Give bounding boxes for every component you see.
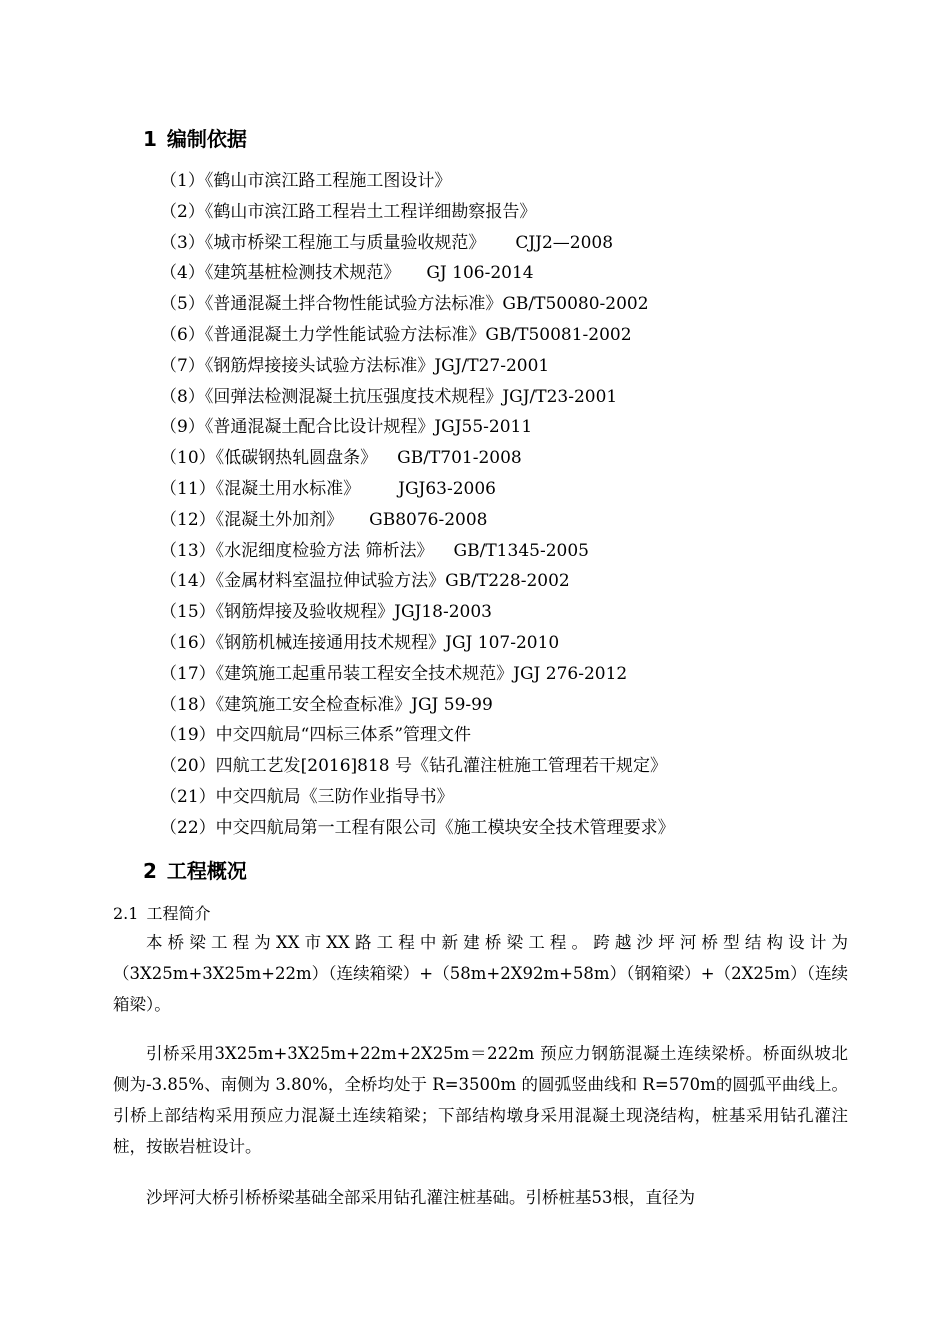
reference-code: GJ 106-2014 (426, 263, 534, 284)
reference-title: 中交四航局“四标三体系”管理文件 (215, 725, 472, 746)
reference-item (160, 320, 675, 351)
reference-number: （3） (160, 232, 205, 253)
reference-code: CJJ2—2008 (515, 232, 614, 253)
reference-number: （2） (160, 201, 205, 222)
reference-title: 《鹤山市滨江路工程岩土工程详细勘察报告》 (204, 201, 537, 222)
reference-code: GB/T50080-2002 (502, 294, 649, 315)
reference-number: （11） (160, 478, 216, 499)
reference-code: GB8076-2008 (369, 509, 488, 530)
reference-title: 《低碳钢热轧圆盘条》 (215, 448, 378, 469)
reference-item (160, 628, 675, 659)
reference-title: 《钢筋焊接及验收规程》 (215, 602, 395, 623)
reference-code: JGJ 59-99 (411, 694, 493, 715)
reference-item (160, 228, 675, 259)
reference-code: JGJ 276-2012 (513, 663, 628, 684)
reference-code: JGJ18-2003 (394, 602, 492, 623)
reference-title: 《混凝土外加剂》 (215, 509, 344, 530)
reference-code: JGJ55-2011 (434, 417, 533, 438)
reference-item (160, 782, 675, 813)
subsection-2-1-title: 工程简介 (146, 904, 211, 923)
reference-code: GB/T701-2008 (397, 448, 522, 469)
reference-title: 《金属材料室温拉伸试验方法》 (215, 571, 446, 592)
reference-code: GB/T228-2002 (445, 571, 570, 592)
reference-code: JGJ/T27-2001 (434, 355, 550, 376)
reference-title: 《回弹法检测混凝土抗压强度技术规程》 (204, 386, 503, 407)
reference-code: JGJ63-2006 (398, 478, 496, 499)
reference-item (160, 505, 675, 536)
section-2-heading (143, 857, 247, 885)
section-1-heading (143, 125, 247, 153)
reference-item (160, 474, 675, 505)
reference-title: 中交四航局《三防作业指导书》 (215, 786, 454, 807)
reference-number: （10） (160, 448, 216, 469)
paragraph-approach-bridge: 引桥采用3X25m+3X25m+22m+2X25m＝222m 预应力钢筋混凝土连续梁桥。桥面纵坡北侧为-3.85%、南侧为 3.80%，全桥均处于 R=3500m 的圆弧竖曲线和 R=570m的圆弧平曲线上。引桥上部结构采用预应力混凝土连续箱梁；下部结构墩身采用混凝土现浇结构，桩基采用钻孔灌注桩，按嵌岩桩设计。 (113, 1044, 848, 1156)
reference-number: （5） (160, 294, 205, 315)
reference-item (160, 197, 675, 228)
reference-list (160, 166, 675, 844)
reference-item (160, 382, 675, 413)
reference-item (160, 258, 675, 289)
reference-item (160, 659, 675, 690)
reference-title: 《建筑基桩检测技术规范》 (204, 263, 401, 284)
reference-title: 《钢筋机械连接通用技术规程》 (215, 632, 446, 653)
reference-title: 《建筑施工起重吊装工程安全技术规范》 (215, 663, 514, 684)
reference-item (160, 720, 675, 751)
reference-code: JGJ 107-2010 (445, 632, 560, 653)
reference-number: （12） (160, 509, 216, 530)
reference-item (160, 566, 675, 597)
reference-number: （8） (160, 386, 205, 407)
reference-code: GB/T50081-2002 (485, 324, 632, 345)
reference-item (160, 813, 675, 844)
reference-number: （17） (160, 663, 216, 684)
reference-title: 《混凝土用水标准》 (215, 478, 361, 499)
reference-number: （21） (160, 786, 216, 807)
reference-title: 《水泥细度检验方法 筛析法》 (215, 540, 434, 561)
reference-code: GB/T1345-2005 (453, 540, 589, 561)
paragraph-foundation: 沙坪河大桥引桥桥梁基础全部采用钻孔灌注桩基础。引桥桩基53根，直径为 (146, 1188, 695, 1207)
reference-number: （15） (160, 602, 216, 623)
reference-title: 《钢筋焊接接头试验方法标准》 (204, 355, 435, 376)
reference-title: 《鹤山市滨江路工程施工图设计》 (204, 171, 452, 191)
reference-number: （1） (160, 171, 205, 191)
reference-title: 《城市桥梁工程施工与质量验收规范》 (204, 232, 486, 253)
reference-number: （7） (160, 355, 205, 376)
section-2-number: 2 (143, 859, 157, 883)
section-1-number: 1 (143, 127, 157, 151)
reference-number: （19） (160, 725, 216, 746)
reference-item (160, 351, 675, 382)
subsection-2-1-number: 2.1 (113, 904, 139, 923)
reference-item (160, 412, 675, 443)
reference-number: （22） (160, 817, 216, 838)
reference-title: 《普通混凝土配合比设计规程》 (204, 417, 435, 438)
reference-item (160, 690, 675, 721)
reference-number: （16） (160, 632, 216, 653)
reference-title: 中交四航局第一工程有限公司《施工模块安全技术管理要求》 (215, 817, 675, 838)
section-2-title: 工程概况 (166, 859, 247, 883)
reference-code: JGJ/T23-2001 (502, 386, 618, 407)
reference-item (160, 289, 675, 320)
reference-number: （20） (160, 756, 216, 777)
reference-title: 四航工艺发[2016]818 号《钻孔灌注桩施工管理若干规定》 (215, 756, 668, 777)
reference-title: 《建筑施工安全检查标准》 (215, 694, 412, 715)
reference-number: （14） (160, 571, 216, 592)
reference-number: （6） (160, 324, 205, 345)
reference-number: （18） (160, 694, 216, 715)
reference-item (160, 443, 675, 474)
subsection-2-1-heading (113, 900, 210, 928)
reference-title: 《普通混凝土力学性能试验方法标准》 (204, 324, 486, 345)
reference-item (160, 166, 675, 197)
reference-item (160, 536, 675, 567)
reference-number: （4） (160, 263, 205, 284)
section-1-title: 编制依据 (166, 127, 247, 151)
reference-number: （9） (160, 417, 205, 438)
reference-item (160, 597, 675, 628)
reference-item (160, 751, 675, 782)
paragraph-intro: 本桥梁工程为XX市XX路工程中新建桥梁工程。跨越沙坪河桥型结构设计为（3X25m+3X25m+22m）（连续箱梁）+（58m+2X92m+58m）（钢箱梁）+（2X25m）（连续箱梁）。 (113, 933, 848, 1014)
reference-number: （13） (160, 540, 216, 561)
reference-title: 《普通混凝土拌合物性能试验方法标准》 (204, 294, 503, 315)
